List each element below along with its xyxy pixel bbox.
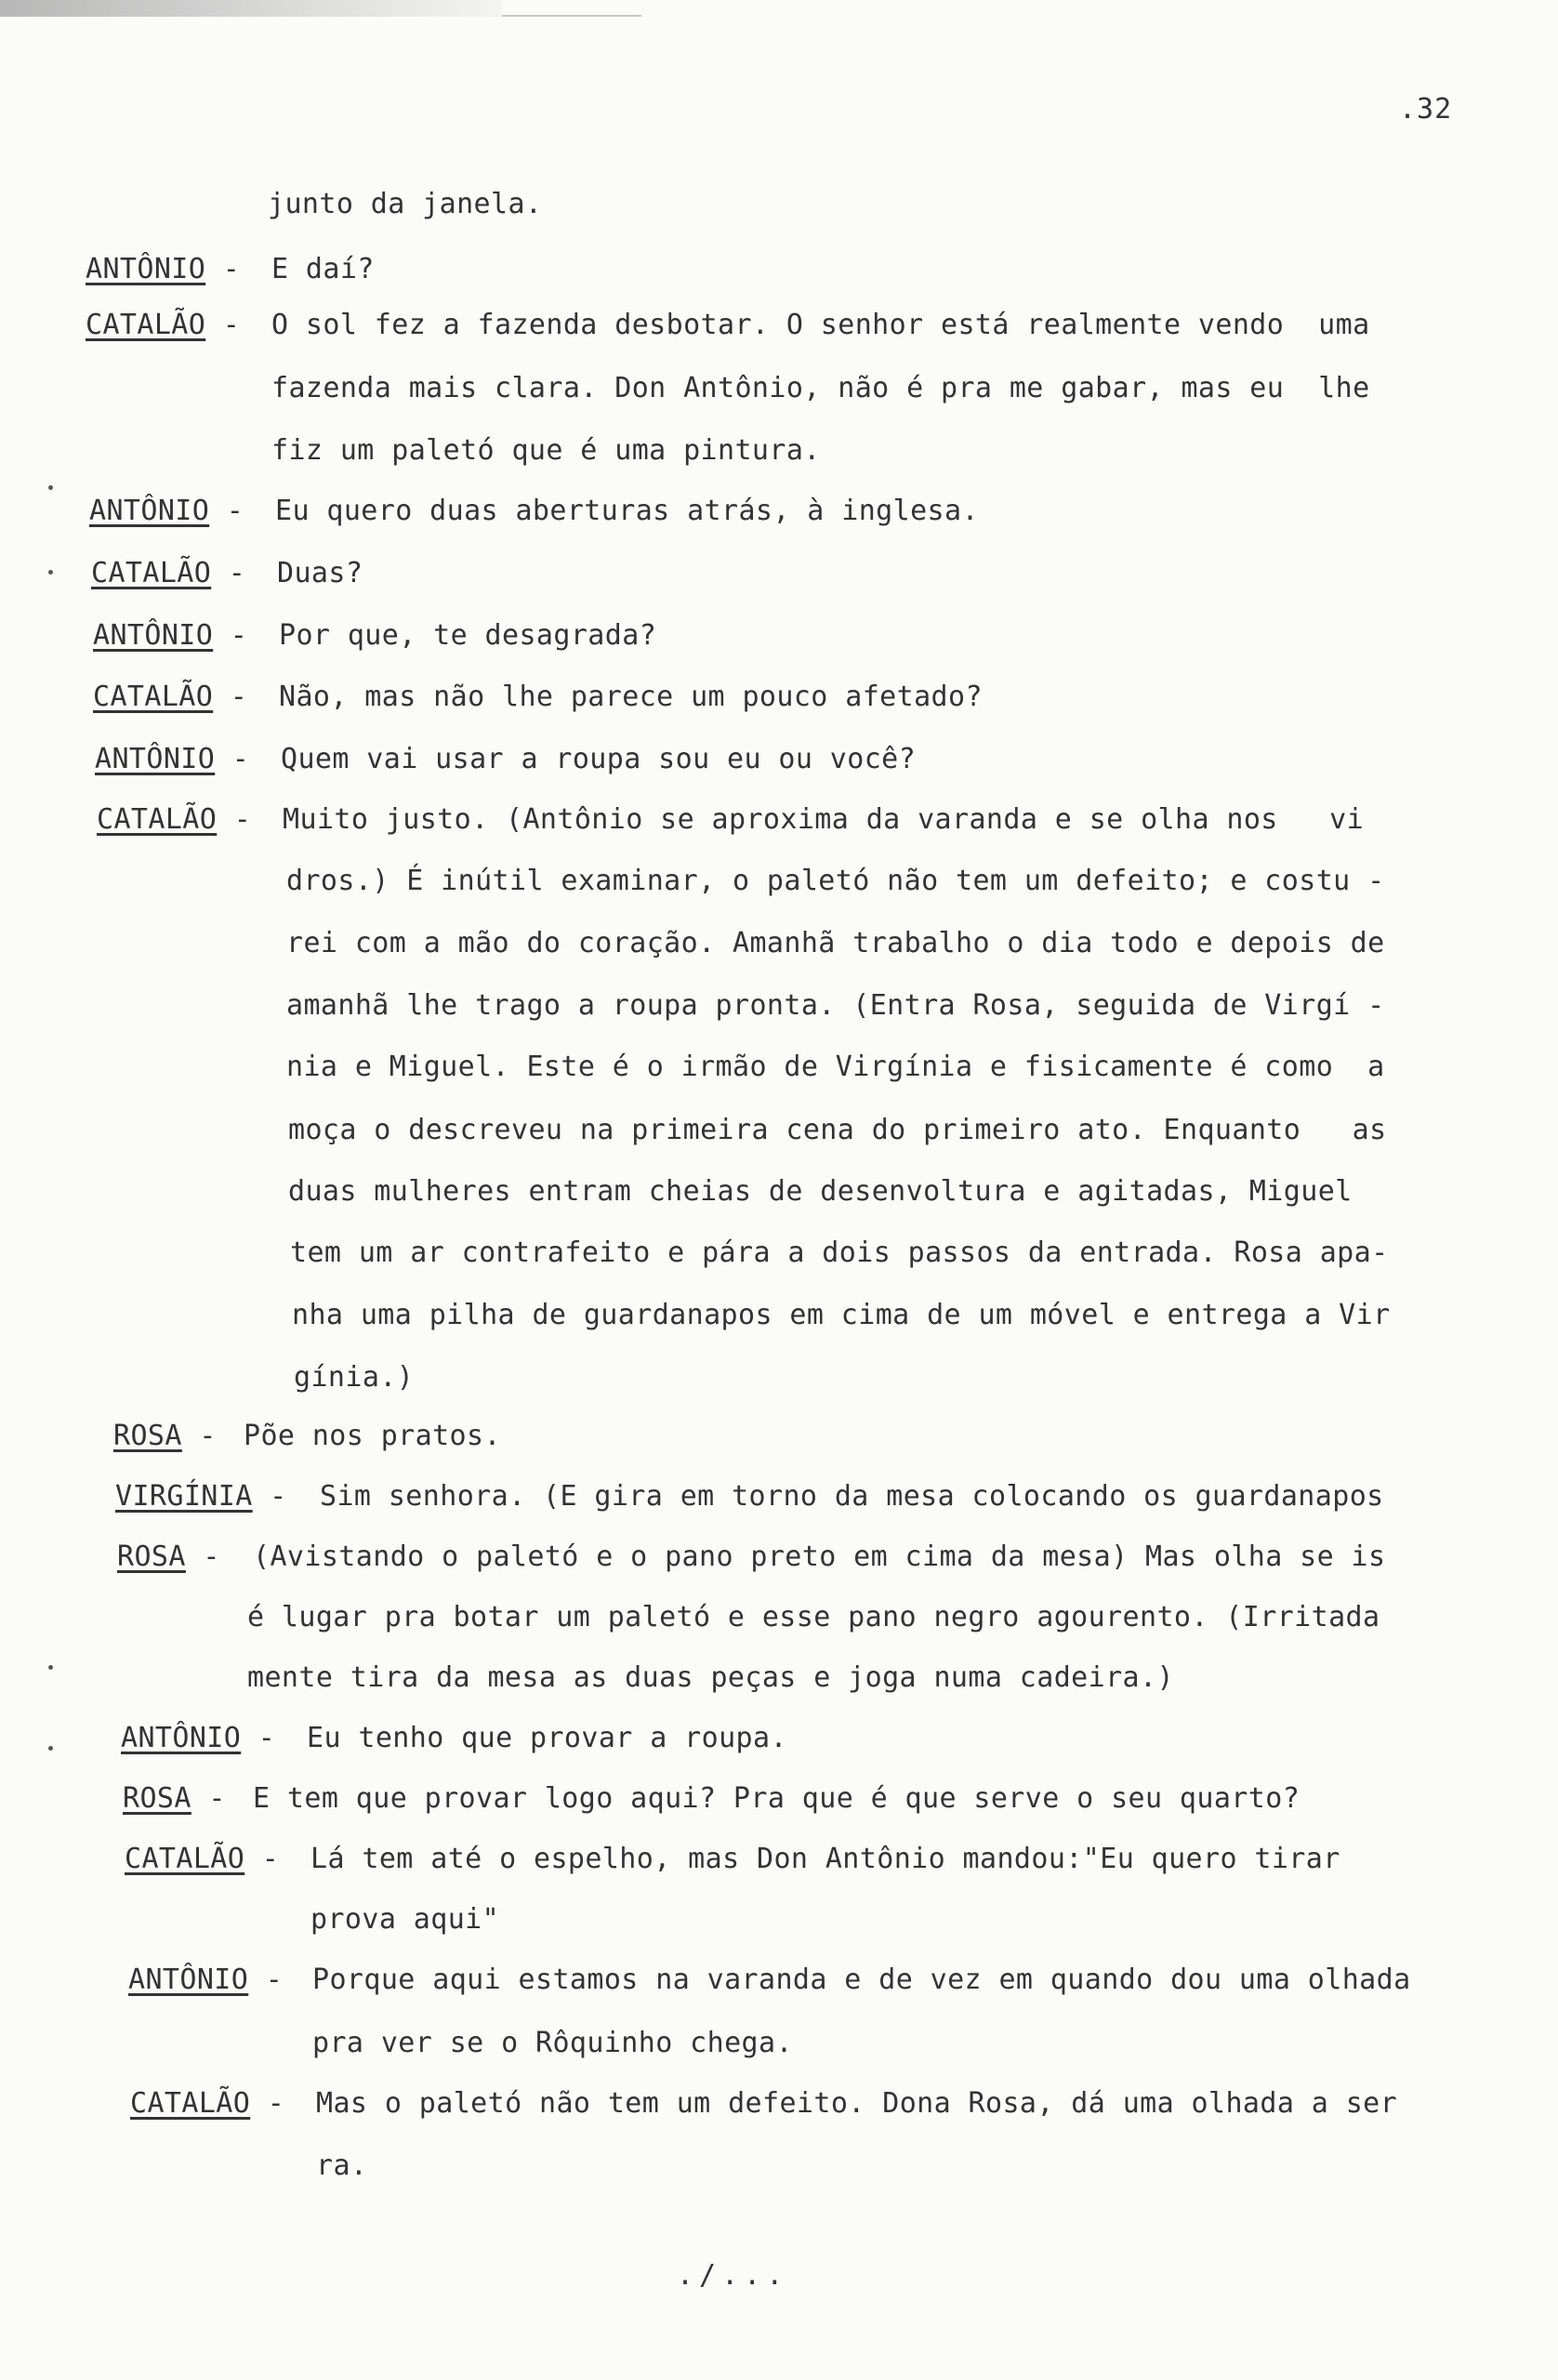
dialogue-text: Lá tem até o espelho, mas Don Antônio mandou:"Eu quero tirar	[310, 1843, 1340, 1875]
dialogue-speaker	[115, 1478, 304, 1515]
speaker-name: CATALÃO	[130, 2087, 251, 2120]
speaker-name: ANTÔNIO	[121, 1722, 242, 1754]
margin-dot	[48, 1746, 53, 1751]
speaker-dash: -	[205, 253, 257, 285]
continuation-text: junto da janela.	[268, 188, 543, 220]
dialogue-speaker	[97, 801, 269, 839]
dialogue-text: Eu quero duas aberturas atrás, à inglesa.	[275, 495, 979, 527]
speaker-dash: -	[217, 803, 269, 836]
dialogue-speaker	[86, 307, 257, 344]
speaker-dash: -	[213, 681, 265, 713]
continuation-marker: ./...	[677, 2259, 789, 2292]
speaker-name: ANTÔNIO	[89, 495, 210, 527]
speaker-dash: -	[185, 1540, 238, 1573]
continuation-text: rei com a mão do coração. Amanhã trabalho o dia todo e depois de	[286, 927, 1385, 959]
speaker-dash: -	[191, 1782, 244, 1815]
continuation-text: mente tira da mesa as duas peças e joga numa cadeira.)	[247, 1661, 1174, 1694]
speaker-name: CATALÃO	[86, 309, 206, 341]
dialogue-text: E daí?	[271, 253, 375, 285]
dialogue-speaker	[86, 251, 257, 288]
scan-line-artifact	[502, 15, 641, 17]
margin-dot	[48, 570, 53, 575]
dialogue-speaker	[113, 1418, 233, 1455]
speaker-name: ANTÔNIO	[128, 1964, 249, 1996]
margin-dot	[48, 485, 53, 490]
dialogue-text: (Avistando o paletó e o pano preto em cima da mesa) Mas olha se is	[253, 1540, 1386, 1573]
continuation-text: tem um ar contrafeito e pára a dois passos da entrada. Rosa apa-	[290, 1236, 1389, 1269]
continuation-text: pra ver se o Rôquinho chega.	[312, 2027, 793, 2059]
speaker-dash: -	[241, 1722, 293, 1754]
dialogue-speaker	[123, 1780, 243, 1818]
dialogue-text: Não, mas não lhe parece um pouco afetado?	[279, 681, 983, 713]
speaker-name: VIRGÍNIA	[115, 1480, 253, 1513]
continuation-text: prova aqui"	[310, 1903, 500, 1936]
speaker-name: CATALÃO	[125, 1843, 245, 1875]
continuation-text: é lugar pra botar um paletó e esse pano negro agourento. (Irritada	[247, 1601, 1380, 1633]
speaker-dash: -	[215, 743, 267, 775]
dialogue-text: E tem que provar logo aqui? Pra que é que serve o seu quarto?	[253, 1782, 1301, 1815]
continuation-text: nha uma pilha de guardanapos em cima de um móvel e entrega a Vir	[292, 1299, 1391, 1331]
speaker-name: ANTÔNIO	[93, 619, 214, 652]
margin-dot	[48, 1665, 53, 1670]
speaker-dash: -	[252, 1480, 305, 1513]
dialogue-text: Eu tenho que provar a roupa.	[307, 1722, 787, 1754]
speaker-dash: -	[248, 1964, 300, 1996]
dialogue-text: Porque aqui estamos na varanda e de vez em quando dou uma olhada	[312, 1964, 1411, 1996]
speaker-name: CATALÃO	[91, 557, 212, 589]
speaker-name: ANTÔNIO	[95, 743, 216, 775]
dialogue-text: Mas o paletó não tem um defeito. Dona Rosa, dá uma olhada a ser	[316, 2087, 1398, 2120]
dialogue-speaker	[128, 1962, 300, 1999]
dialogue-speaker	[130, 2085, 302, 2122]
dialogue-speaker	[93, 679, 265, 716]
continuation-text: ra.	[316, 2149, 368, 2182]
continuation-text: fiz um paletó que é uma pintura.	[271, 434, 821, 467]
dialogue-speaker	[91, 555, 263, 592]
page-number: .32	[1399, 93, 1453, 126]
speaker-name: ANTÔNIO	[86, 253, 206, 285]
speaker-name: ROSA	[113, 1420, 182, 1452]
continuation-text: moça o descreveu na primeira cena do primeiro ato. Enquanto as	[288, 1114, 1387, 1146]
continuation-text: dros.) É inútil examinar, o paletó não tem um defeito; e costu -	[286, 865, 1385, 897]
speaker-name: ROSA	[117, 1540, 186, 1573]
dialogue-text: Quem vai usar a roupa sou eu ou você?	[281, 743, 917, 775]
dialogue-text: Por que, te desagrada?	[279, 619, 657, 652]
speaker-dash: -	[181, 1420, 234, 1452]
speaker-dash: -	[213, 619, 265, 652]
continuation-text: nia e Miguel. Este é o irmão de Virgínia e fisicamente é como a	[286, 1051, 1385, 1083]
dialogue-speaker	[125, 1841, 297, 1878]
dialogue-speaker	[117, 1539, 237, 1576]
continuation-text: fazenda mais clara. Don Antônio, não é pra me gabar, mas eu lhe	[271, 372, 1370, 404]
dialogue-text: O sol fez a fazenda desbotar. O senhor está realmente vendo uma	[271, 309, 1370, 341]
dialogue-speaker	[121, 1720, 293, 1757]
dialogue-text: Põe nos pratos.	[244, 1420, 501, 1452]
speaker-dash: -	[250, 2087, 302, 2120]
dialogue-text: Sim senhora. (E gira em torno da mesa colocando os guardanapos	[320, 1480, 1384, 1513]
dialogue-text: Muito justo. (Antônio se aproxima da varanda e se olha nos vi	[283, 803, 1365, 836]
dialogue-text: Duas?	[277, 557, 363, 589]
dialogue-speaker	[93, 617, 265, 654]
speaker-name: CATALÃO	[93, 681, 214, 713]
speaker-dash: -	[205, 309, 257, 341]
dialogue-speaker	[95, 741, 267, 778]
speaker-dash: -	[211, 557, 263, 589]
continuation-text: amanhã lhe trago a roupa pronta. (Entra Rosa, seguida de Virgí -	[286, 989, 1385, 1022]
scan-edge-artifact	[0, 0, 502, 17]
speaker-name: ROSA	[123, 1782, 191, 1815]
speaker-name: CATALÃO	[97, 803, 218, 836]
dialogue-speaker	[89, 493, 261, 530]
speaker-dash: -	[209, 495, 261, 527]
speaker-dash: -	[244, 1843, 297, 1875]
continuation-text: gínia.)	[294, 1361, 415, 1394]
continuation-text: duas mulheres entram cheias de desenvoltura e agitadas, Miguel	[288, 1175, 1353, 1208]
